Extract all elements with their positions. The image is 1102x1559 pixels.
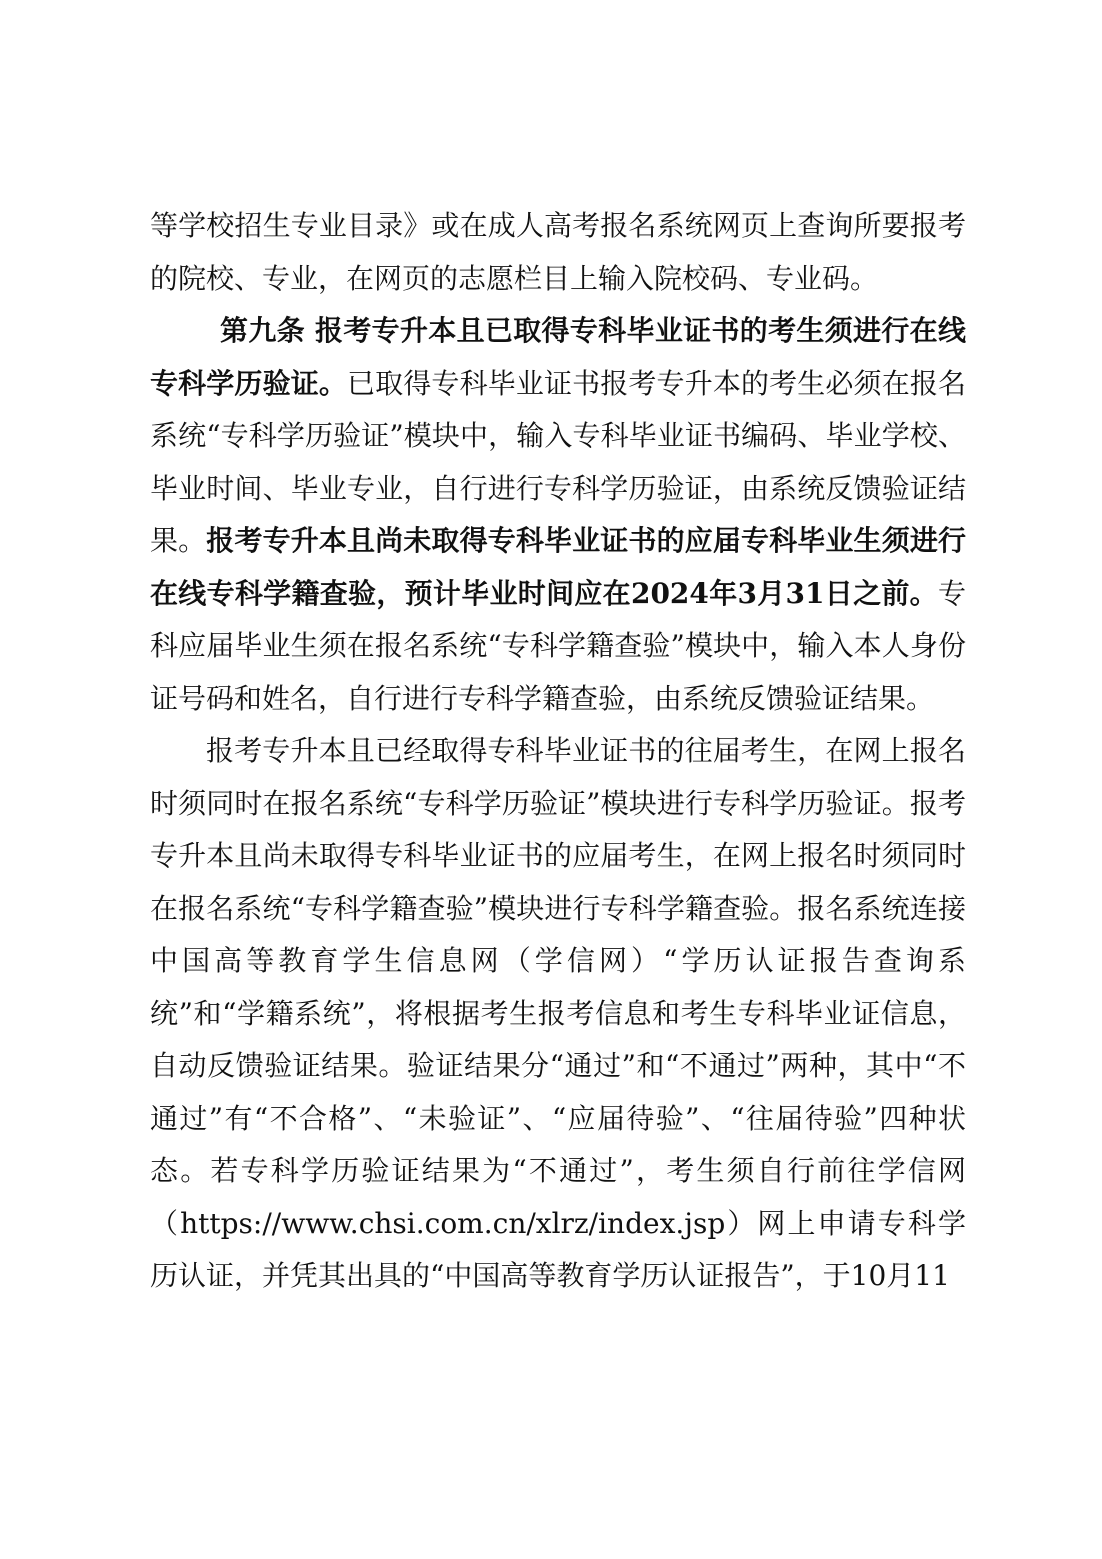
article-9-text-2: 专科应届毕业生须在报名系统“专科学籍查验”模块中，输入本人身份证号码和姓名，自行进行专科学籍查验，由系统反馈验证结果。 [150,576,966,715]
article-9-heading-bold: 第九条 报考专升本且已取得专科毕业证书的考生须进行在线专科学历验证。 [150,314,966,400]
paragraph-3-text: 报考专升本且已经取得专科毕业证书的往届考生，在网上报名时须同时在报名系统“专科学历验证”模块进行专科学历验证。报考专升本且尚未取得专科毕业证书的应届考生，在网上报名时须同时在报名系统“专科学籍查验”模块进行专科学籍查验。报名系统连接中国高等教育学生信息网（学信网）“学历认证报告查询系统”和“学籍系统”，将根据考生报考信息和考生专科毕业证信息，自动反馈验证结果。验证结果分“通过”和“不通过”两种，其中“不通过”有“不合格”、“未验证”、“应届待验”、“往届待验”四种状态。若专科学历验证结果为“不通过”，考生须自行前往学信网（https://www.chsi.com.cn/xlrz/index.jsp）网上申请专科学历认证，并凭其出具的“中国高等教育学历认证报告”，于10月11 [150,734,966,1292]
paragraph-3 [150,725,966,1303]
paragraph-1 [150,200,966,305]
document-body [150,200,966,1303]
article-9-bold-2: 报考专升本且尚未取得专科毕业证书的应届专科毕业生须进行在线专科学籍查验，预计毕业时间应在2024年3月31日之前。 [150,524,966,610]
article-9-text-1: 已取得专科毕业证书报考专升本的考生必须在报名系统“专科学历验证”模块中，输入专科毕业证书编码、毕业学校、毕业时间、毕业专业，自行进行专科学历验证，由系统反馈验证结果。 [150,366,966,557]
paragraph-1-text: 等学校招生专业目录》或在成人高考报名系统网页上查询所要报考的院校、专业，在网页的志愿栏目上输入院校码、专业码。 [150,209,966,295]
paragraph-article-9 [150,305,966,725]
